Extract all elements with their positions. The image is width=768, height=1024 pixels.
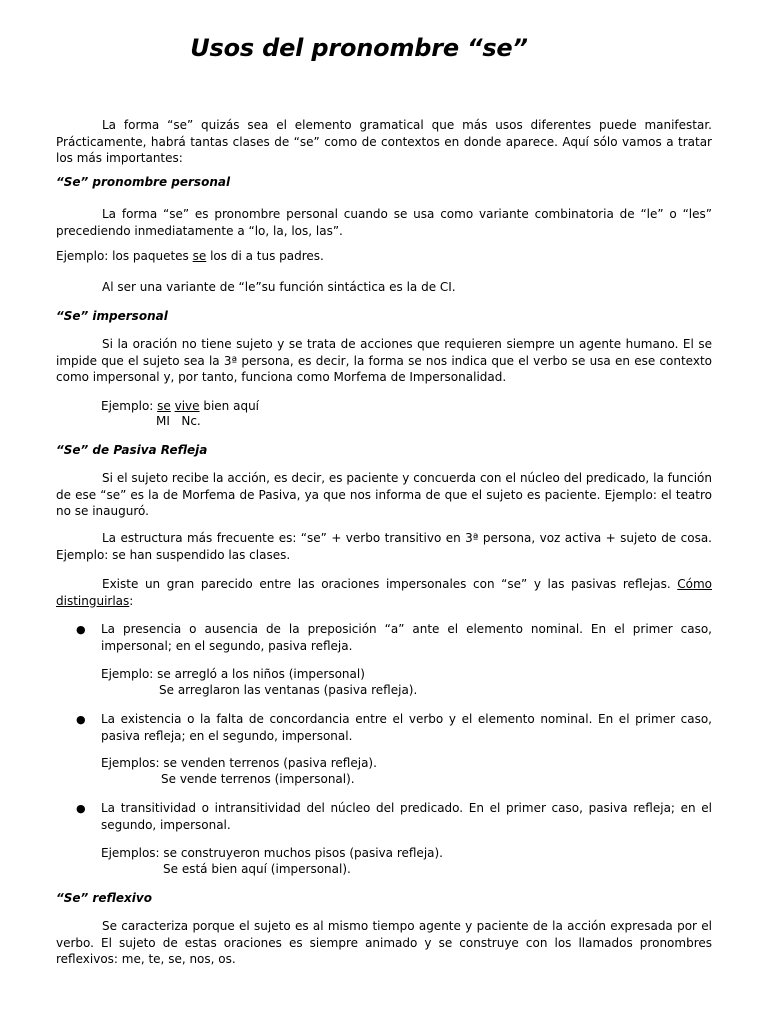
bullet-2-example-2: Se vende terrenos (impersonal). — [161, 772, 355, 786]
personal-example-suffix: los di a tus padres. — [206, 249, 324, 263]
bullet-dot: ● — [76, 802, 86, 815]
bullet-1-example-2: Se arreglaron las ventanas (pasiva refleja). — [159, 683, 418, 697]
bullet-item-1: La presencia o ausencia de la preposición “a” ante el elemento nominal. En el primer caso, impersonal; en el segundo, pasiva refleja. — [101, 622, 712, 653]
pasiva-paragraph-3-colon: : — [129, 593, 134, 608]
impersonal-paragraph: Si la oración no tiene sujeto y se trata de acciones que requieren siempre un agente humano. El se impide que el sujeto sea la 3ª persona, es decir, la forma se nos indica que el verbo se usa en ese contexto como impersonal y, por tanto, funciona como Morfema de Impersonalidad. — [56, 337, 712, 384]
personal-function-paragraph: Al ser una variante de “le”su función sintáctica es la de CI. — [102, 280, 456, 294]
pasiva-paragraph-3-text: Existe un gran parecido entre las oraciones impersonales con “se” y las pasivas reflejas. — [102, 577, 678, 591]
bullet-item-3: La transitividad o intransitividad del núcleo del predicado. En el primer caso, pasiva refleja; en el segundo, impersonal. — [101, 801, 712, 832]
document-title-text: Usos del pronombre “se” — [190, 34, 528, 62]
section-heading-reflexivo: “Se” reflexivo — [56, 891, 152, 905]
como-distinguirlas-link: Cómo distinguirlas — [56, 577, 712, 608]
section-heading-pasiva-refleja: “Se” de Pasiva Refleja — [56, 443, 208, 457]
impersonal-example-labels: MI Nc. — [156, 414, 201, 428]
pasiva-paragraph-1: Si el sujeto recibe la acción, es decir, es paciente y concuerda con el núcleo del predicado, la función de ese “se” es la de Morfema de Pasiva, ya que nos informa de que el sujeto es paciente. Ejemplo: el teatro no se inauguró. — [56, 471, 712, 518]
personal-example-prefix: Ejemplo: los paquetes — [56, 249, 193, 263]
document-title — [0, 34, 768, 62]
intro-paragraph: La forma “se” quizás sea el elemento gramatical que más usos diferentes puede manifestar. Prácticamente, habrá tantas clases de “se” como de contextos en donde aparece. Aquí sólo vamos a tratar los más importantes: — [56, 118, 712, 165]
personal-example-se: se — [192, 249, 207, 263]
pasiva-paragraph-2: La estructura más frecuente es: “se” + verbo transitivo en 3ª persona, voz activa + sujeto de cosa. Ejemplo: se han suspendido las clases. — [56, 531, 712, 562]
impersonal-example-vive: vive — [174, 399, 200, 413]
bullet-1-example-1: Ejemplo: se arregló a los niños (impersonal) — [101, 667, 365, 681]
section-heading-impersonal: “Se” impersonal — [56, 309, 168, 323]
bullet-3-example-1: Ejemplos: se construyeron muchos pisos (pasiva refleja). — [101, 846, 443, 860]
section-heading-personal: “Se” pronombre personal — [56, 175, 231, 189]
impersonal-example-prefix: Ejemplo: — [101, 399, 158, 413]
bullet-dot: ● — [76, 623, 86, 636]
bullet-3-example-2: Se está bien aquí (impersonal). — [163, 862, 351, 876]
impersonal-example-suffix: bien aquí — [199, 399, 260, 413]
bullet-2-example-1: Ejemplos: se venden terrenos (pasiva refleja). — [101, 756, 377, 770]
personal-example — [56, 248, 712, 265]
bullet-dot: ● — [76, 713, 86, 726]
personal-paragraph: La forma “se” es pronombre personal cuando se usa como variante combinatoria de “le” o “les” precediendo inmediatamente a “lo, la, los, las”. — [56, 207, 712, 238]
reflexivo-paragraph: Se caracteriza porque el sujeto es al mismo tiempo agente y paciente de la acción expresada por el verbo. El sujeto de estas oraciones es siempre animado y se construye con los llamados pronombres reflexivos: me, te, se, nos, os. — [56, 919, 712, 966]
pasiva-paragraph-3 — [56, 576, 712, 609]
bullet-item-2: La existencia o la falta de concordancia entre el verbo y el elemento nominal. En el primer caso, pasiva refleja; en el segundo, impersonal. — [101, 712, 712, 743]
impersonal-example-se: se — [157, 399, 171, 413]
